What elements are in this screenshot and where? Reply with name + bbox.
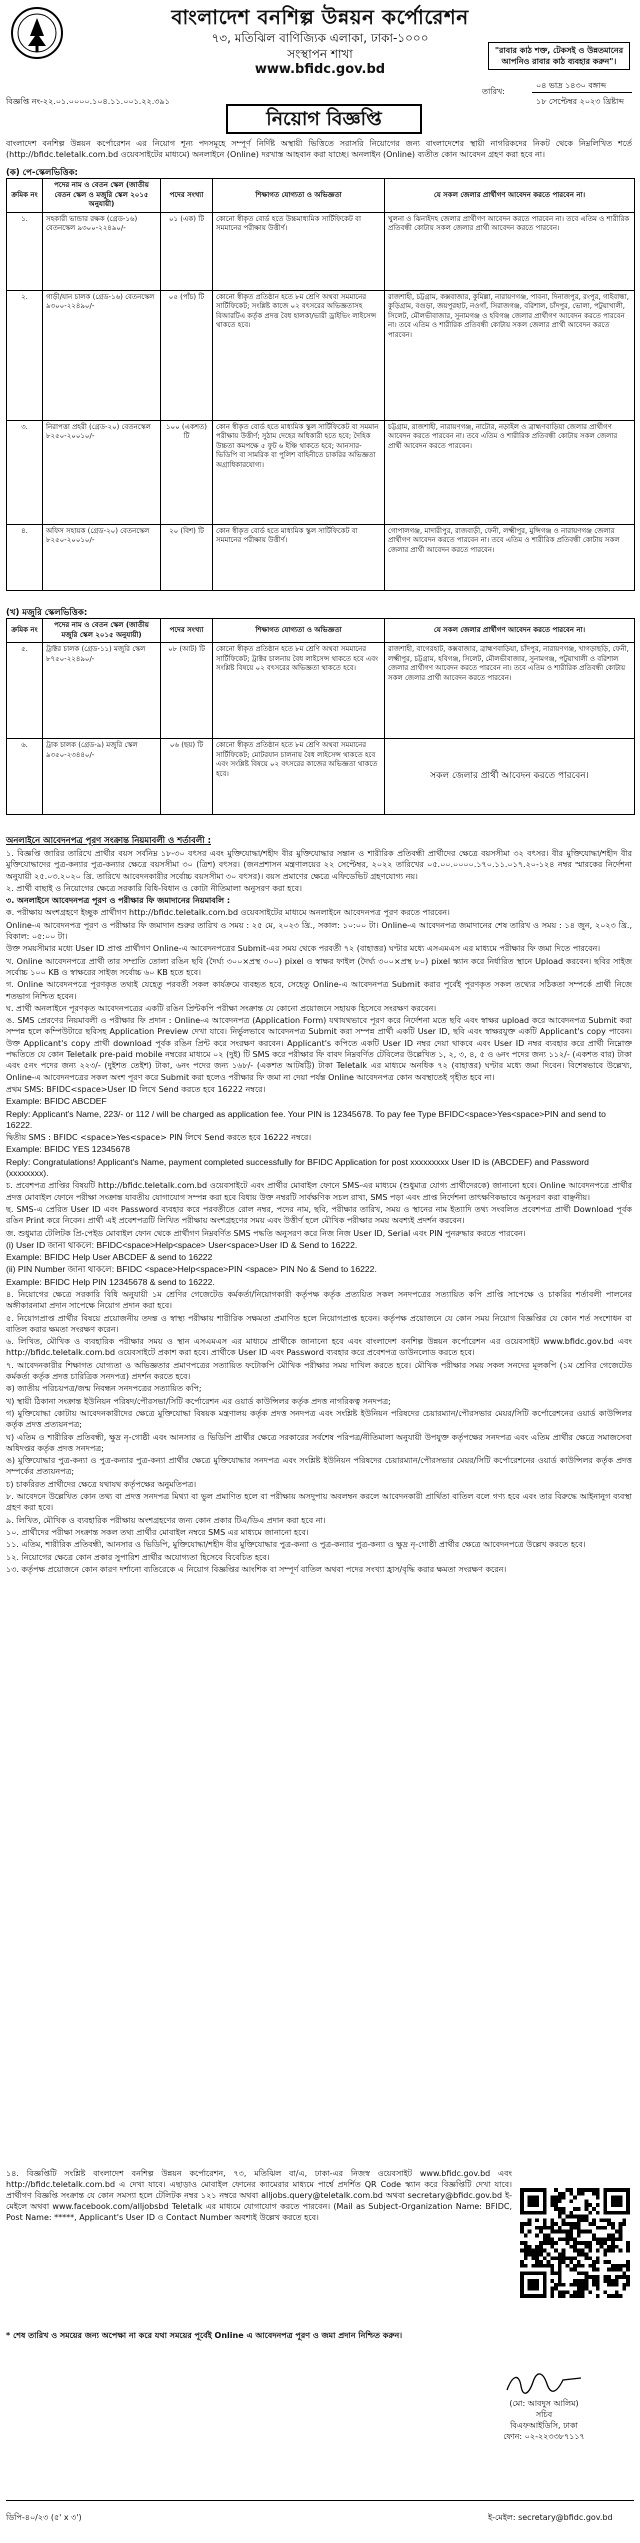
col-header: শিক্ষাগত যোগ্যতা ও অভিজ্ঞতা (213, 179, 385, 213)
rule-item: ঘ. প্রার্থী অনলাইনে পূরণকৃত আবেদনপত্রের একটি রঙিন প্রিন্টকপি পরীক্ষা সংক্রান্ত যে কোনো প্রয়োজনে সহায়ক হিসেবে সংরক্ষণ করবেন। (6, 1003, 437, 1013)
table-cell: চট্টগ্রাম, রাজশাহী, নারায়ণগঞ্জ, নাটোর, নড়াইল ও ব্রাহ্মণবাড়িয়া জেলার প্রার্থীগণ আবেদন করতে পারবেন না। তবে এতিম ও শারীরিক প্রতিবন্ধী কোটায় সকল জেলার প্রার্থী আবেদন করতে পারবেন। (385, 420, 635, 524)
rule-item: ছ. SMS-এ প্রেরিত User ID এবং Password ব্যবহার করে পরবর্তীতে রোল নম্বর, পদের নাম, ছবি, পরীক্ষার তারিখ, সময় ও স্থানের নাম ইত্যাদি তথ্য সংবলিত প্রবেশপত্র প্রার্থী Download পূর্বক রঙিন Print করে নিবেন। প্রার্থী এই প্রবেশপত্রটি লিখিত পরীক্ষায় অংশগ্রহণের সময় এবং উত্তীর্ণ হলে মৌখিক পরীক্ষার সময় অবশ্যই প্রদর্শন করবেন। (6, 1204, 632, 1226)
section-ka-title: (ক) পে-স্কেলভিত্তিক: (6, 168, 78, 178)
signatory-phone: ফোন: ০২-২২৩৩৮৭১১৭ (503, 2432, 585, 2441)
col-header: পদের সংখ্যা (161, 619, 213, 643)
col-header: পদের সংখ্যা (161, 179, 213, 213)
table-cell: কোন স্বীকৃত বোর্ড হতে মাধ্যমিক স্কুল সার্টিফিকেট বা সমমান পরীক্ষায় উত্তীর্ণ; সুঠাম দেহের অধিকারী হতে হবে; দৈহিক উচ্চতা কমপক্ষে ৫ ফুট ৬ ইঞ্চি থাকতে হবে; আনসার-ভিডিপি বা সামরিক বা পুলিশ বাহিনীতে চাকরির অভিজ্ঞতা অগ্রাধিকারযোগ্য। (213, 420, 385, 524)
date-gregorian: ১৮ সেপ্টেম্বর ২০২৩ খ্রিষ্টাব্দ (536, 97, 624, 106)
rule-item: ক) জাতীয় পরিচয়পত্র/জন্ম নিবন্ধন সনদপত্রের সত্যায়িত কপি; (6, 1384, 202, 1394)
signature-icon (499, 2368, 589, 2398)
rule-item: Example: BFIDC ABCDEF (6, 1096, 107, 1107)
rule-item: ১২. নিয়োগের ক্ষেত্রে কোন প্রকার সুপারিশ প্রার্থীর অযোগ্যতা হিসেবে বিবেচিত হবে। (6, 1552, 270, 1562)
memo-number: বিজ্ঞপ্তি নং-২২.০১.০০০০.১০৪.১১.০০১.২২.৩৯১ (6, 97, 170, 106)
rule-item: Example: BFIDC Help PIN 12345678 & send to 16222. (6, 1276, 215, 1287)
rules-heading: অনলাইনে আবেদনপত্র পূরণ সংক্রান্ত নিয়মাবলী ও শর্তাবলী : (6, 836, 211, 846)
qr-code-icon (520, 2188, 630, 2298)
rule-item: (ii) PIN Number জানা থাকলে: BFIDC <space>Help<space>PIN <space> PIN No & Send to 16222. (6, 1264, 377, 1275)
rule-item: ঘ) এতিম ও শারীরিক প্রতিবন্ধী, ক্ষুদ্র নৃ-গোষ্ঠী এবং আনসার ও ভিডিপি প্রার্থীর ক্ষেত্রে সরকারের সর্বশেষ পরিপত্র/নীতিমালা অনুযায়ী উপযুক্ত কর্তৃপক্ষের সনদপত্র এবং এতিম প্রার্থীর ক্ষেত্রে সমাজসেবা অধিদপ্তর কর্তৃক প্রদত্ত সনদপত্র; (6, 1432, 632, 1453)
table-cell: সহকারী ভান্ডার রক্ষক (গ্রেড-১৬) বেতনস্কেল ৯৩০০-২২৪৯০/- (43, 212, 161, 290)
table-cell: কোনো স্বীকৃত প্রতিষ্ঠান হতে ৮ম শ্রেণি অথবা সমমানের সার্টিফিকেট; মোটরযান চালনায় বৈধ লাইসেন্স থাকতে হবে এবং সংশ্লিষ্ট বিষয়ে ০২ বৎসরের কাজের অভিজ্ঞতা থাকতে হবে। (213, 739, 385, 815)
table-cell: অফিস সহায়ক (গ্রেড-২০) বেতনস্কেল ৮২৫০-২০০১০/- (43, 524, 161, 590)
rule-item: Reply: Applicant's Name, 223/- or 112 / will be charged as application fee. Your PIN is 12345678. To pay fee Type BFIDC<space>Yes<space>PIN and send to 16222. (6, 1108, 606, 1130)
rule-item: জ. শুধুমাত্র টেলিটক প্রি-পেইড মোবাইল ফোন থেকে প্রার্থীগণ নিম্নবর্ণিত SMS পদ্ধতি অনুসরণ করে নিজ নিজ User ID, Serial এবং PIN পুনরুদ্ধার করতে পারবেন। (6, 1228, 526, 1238)
rule-item: Example: BFIDC YES 12345678 (6, 1144, 131, 1155)
rule-item: খ. Online আবেদনপত্রে প্রার্থী তার সম্প্রতি তোলা রঙিন ছবি (দৈর্ঘ্য ৩০০×প্রস্থ ৩০০) pixel ও স্বাক্ষর ফাইল (দৈর্ঘ্য ৩০০×প্রস্থ ৮০) pixel স্ক্যান করে নির্ধারিত স্থানে Upload করবেন। ছবির সাইজ সর্বোচ্চ ১০০ KB ও স্বাক্ষরের সাইজ সর্বোচ্চ ৬০ KB হতে হবে। (6, 956, 632, 977)
table-row (7, 739, 635, 815)
signatory-org: বিএফআইডিসি, ঢাকা (510, 2421, 578, 2430)
table-cell: ০৮ (আট) টি (161, 643, 213, 739)
org-address: ৭৩, মতিঝিল বাণিজ্যিক এলাকা, ঢাকা-১০০০ (211, 31, 429, 45)
col-header: পদের নাম ও বেতন স্কেল (জাতীয় মজুরি স্কেল ২০১৫ অনুযায়ী) (43, 619, 161, 643)
rule-item: খ) স্থায়ী ঠিকানা সংক্রান্ত ইউনিয়ন পরিষদ/পৌরসভা/সিটি কর্পোরেশন এর ওয়ার্ড কাউন্সিলর কর্তৃক প্রদত্ত নাগরিকত্ব সনদপত্র; (6, 1396, 391, 1406)
rule-item: ৬. লিখিত, মৌখিক ও ব্যবহারিক পরীক্ষার সময় ও স্থান এসএমএস এর মাধ্যমে প্রার্থীকে জানানো হবে এবং বাংলাদেশ বনশিল্প উন্নয়ন কর্পোরেশন এর ওয়েবসাইট www.bfidc.gov.bd এবং http://bfidc.teletalk.com.bd ওয়েবসাইটে প্রকাশ করা হবে। প্রার্থীকে User ID এবং Password ব্যবহার করে প্রবেশপত্র ডাউনলোড করতে হবে। (6, 1337, 632, 1358)
table-cell: ১০০ (একশত) টি (161, 420, 213, 524)
table-cell: নিরাপত্তা প্রহরী (গ্রেড-২০) বেতনস্কেল ৮২৫০-২০০১০/- (43, 420, 161, 524)
rules-list (6, 848, 632, 1576)
footer-print-code: ডিপি-৪০/২৩ (৫' x ৩') (6, 2513, 82, 2522)
rule-item: ৪. নিয়োগের ক্ষেত্রে সরকারি বিধি অনুযায়ী ১ম শ্রেণির গেজেটেড কর্মকর্তা/নিয়োগকারী কর্তৃপক্ষ কর্তৃক প্রত্যয়িত সকল সনদপত্রের সত্যায়িত কপি প্রাপ্তি সাপেক্ষে ও চাকরির শর্তাবলী পালনের অঙ্গীকারনামা প্রদান সাপেক্ষে নিয়োগ প্রদান করা হবে। (6, 1289, 632, 1311)
rule-item: ৮. আবেদনে উল্লেখিত কোন তথ্য বা প্রদত্ত সনদপত্র মিথ্যা বা ভুল প্রমাণিত হলে বা পরীক্ষায় অসদুপায় অবলম্বন করলে আবেদনকারী প্রার্থিতা বাতিল বলে গণ্য হবে এবং তার বিরুদ্ধে আইনানুগ ব্যবস্থা গ্রহণ করা হবে। (6, 1492, 632, 1513)
col-header: ক্রমিক নং (7, 619, 43, 643)
table-cell: ৬. (7, 739, 43, 815)
table-row (7, 420, 635, 524)
table-row (7, 643, 635, 739)
rule-item: দ্বিতীয় SMS : BFIDC <space>Yes<space> PIN লিখে Send করতে হবে 16222 নম্বরে। (6, 1133, 312, 1143)
rule-item: ১৩. কর্তৃপক্ষ প্রয়োজনে কোন কারণ দর্শানো ব্যতিরেকে এ নিয়োগ বিজ্ঞপ্তির আংশিক বা সম্পূর্ণ বাতিল অথবা পদের সংখ্যা হ্রাস/বৃদ্ধি করার ক্ষমতা সংরক্ষণ করেন। (6, 1564, 507, 1574)
col-header: যে সকল জেলার প্রার্থীগণ আবেদন করতে পারবেন না। (385, 619, 635, 643)
rule-item: ১০. প্রার্থীদের পরীক্ষা সংক্রান্ত সকল তথ্য প্রার্থীর মোবাইল নম্বরে SMS এর মাধ্যমে জানানো হবে। (6, 1527, 309, 1537)
signatory-name: (মো: আবদুস আলিম) (509, 2399, 579, 2408)
rule-item: Online-এ আবেদনপত্র পূরণ ও পরীক্ষার ফি জমাদান শুরুর তারিখ ও সময় : ২৫ মে, ২০২৩ খ্রি., সকাল: ১০:০০ টা। Online-এ আবেদনপত্র জমাদানের শেষ তারিখ ও সময় : ১৪ জুন, ২০২৩ খ্রি., বিকাল: ০৫:০০ টা। (6, 920, 632, 942)
table-row (7, 212, 635, 290)
table-cell: গোপালগঞ্জ, মাদারীপুর, রাজবাড়ী, ফেনী, লক্ষ্মীপুর, মুন্সিগঞ্জ ও নারায়ণগঞ্জ জেলার প্রার্থীগণ আবেদন করতে পারবেন না। তবে এতিম ও শারীরিক প্রতিবন্ধী কোটায় সকল জেলার প্রার্থী আবেদন করতে পারবেন। (385, 524, 635, 590)
notice-title: নিয়োগ বিজ্ঞপ্তি (226, 104, 422, 134)
table-cell: কোনো স্বীকৃত বোর্ড হতে উচ্চমাধ্যমিক সার্টিফিকেট বা সমমানের পরীক্ষায় উত্তীর্ণ। (213, 212, 385, 290)
rule-item: গ. Online আবেদনপত্রে পূরণকৃত তথ্যই যেহেতু পরবর্তী সকল কার্যক্রমে ব্যবহৃত হবে, সেহেতু Online-এ আবেদনপত্র Submit করার পূর্বেই পূরণকৃত সকল তথ্যের সঠিকতা সম্পর্কে প্রার্থী নিজে শতভাগ নিশ্চিত হবেন। (6, 980, 632, 1001)
table-cell: ৪. (7, 524, 43, 590)
rule-item: Example: BFIDC Help User ABCDEF & send to 16222 (6, 1252, 213, 1263)
table-cell: ১. (7, 212, 43, 290)
rule-item: ঙ) মুক্তিযোদ্ধার পুত্র-কন্যা ও পুত্র-কন্যার পুত্র-কন্যা প্রার্থীর ক্ষেত্রে মুক্তিযোদ্ধার সনদপত্র এবং সংশ্লিষ্ট ইউনিয়ন পরিষদের চেয়ারম্যান/পৌরসভার মেয়র/সিটি কর্পোরেশনের ওয়ার্ড কাউন্সিলর কর্তৃক প্রদত্ত সম্পর্কের প্রত্যয়নপত্র; (6, 1456, 632, 1477)
table-cell: ০৬ (ছয়) টি (161, 739, 213, 815)
table-cell: কোনো স্বীকৃত প্রতিষ্ঠান হতে ৮ম শ্রেণি অথবা সমমানের সার্টিফিকেট; ট্রাক্টর চালনায় বৈধ লাইসেন্স থাকতে হবে এবং সংশ্লিষ্ট বিষয়ে ০২ বৎসরের অভিজ্ঞতা থাকতে হবে। (213, 643, 385, 739)
table-cell: ৩. (7, 420, 43, 524)
section-kha-title: (খ) মজুরি স্কেলভিত্তিক: (6, 608, 88, 618)
rule-item: চ. প্রবেশপত্র প্রাপ্তির বিষয়টি http://bfidc.teletalk.com.bd ওয়েবসাইটে এবং প্রার্থীর মোবাইল ফোনে SMS-এর মাধ্যমে (শুধুমাত্র যোগ্য প্রার্থীদেরকে) জানানো হবে। Online আবেদনপত্রে প্রার্থীর প্রদত্ত মোবাইল ফোনে পরীক্ষা সংক্রান্ত যাবতীয় যোগাযোগ সম্পন্ন করা হবে বিধায় উক্ত নম্বরটি সার্বক্ষণিক সচল রাখা, SMS পড়া এবং প্রাপ্ত নির্দেশনা তাৎক্ষণিকভাবে অনুসরণ করা বাঞ্ছনীয়। (6, 1181, 632, 1202)
table-cell: ২০ (বিশ) টি (161, 524, 213, 590)
table-cell: রাজশাহী, চট্টগ্রাম, কক্সবাজার, কুমিল্লা, নারায়ণগঞ্জ, পাবনা, দিনাজপুর, রংপুর, গাইবান্ধা, কুড়িগ্রাম, বগুড়া, জয়পুরহাট, নওগাঁ, সিরাজগঞ্জ, বরিশাল, চাঁদপুর, ভোলা, পটুয়াখালী, সিলেট, মৌলভীবাজার, সুনামগঞ্জ ও হবিগঞ্জ জেলার প্রার্থীগণ আবেদন করতে পারবেন না। তবে এতিম ও শারীরিক প্রতিবন্ধী কোটায় সকল জেলার প্রার্থী আবেদন করতে পারবেন। (385, 290, 635, 420)
rule-item: ঙ. SMS প্রেরণের নিয়মাবলী ও পরীক্ষার ফি প্রদান : Online-এ আবেদনপত্র (Application Form) যথাযথভাবে পূরণ করে নির্দেশনা মতে ছবি এবং স্বাক্ষর upload করে আবেদনপত্র Submit করা সম্পন্ন হলে কম্পিউটারে ছবিসহ Application Preview দেখা যাবে। নির্ভুলভাবে আবেদনপত্র Submit করা সম্পন্ন প্রার্থী একটি User ID, ছবি এবং স্বাক্ষরযুক্ত একটি Applicant's copy পাবেন। উক্ত Applicant's copy প্রার্থী download পূর্বক রঙিন প্রিন্ট করে সংরক্ষণ করবেন। Applicant's কপিতে একটি User ID নম্বর দেয়া থাকবে এবং User ID নম্বর ব্যবহার করে প্রার্থী নিম্নোক্ত পদ্ধতিতে যে কোন Teletalk pre-paid mobile নম্বরের মাধ্যমে ০২ (দুই) টি SMS করে পরীক্ষার ফি বাবদ নিম্নবর্ণিত টেবিলের উল্লেখিত ১, ২, ৩, ৪, ৫ ও ৬নং পদের জন্য ১১২/- (একশত বার) টাকা এবং ৫নং পদের জন্য ২২৩/- (দুইশত তেইশ) টাকা, ৬নং পদের জন্য ১৬৮/- (একশত আটষট্টি) টাকা Teletalk এর মাধ্যমে অনধিক ৭২ (বাহাত্তর) ঘণ্টার মধ্যে জমা দিবেন। বিশেষভাবে উল্লেখ্য, Online-এ আবেদনপত্রের সকল অংশ পূরণ করে Submit করা হলেও পরীক্ষার ফি জমা না দেয়া পর্যন্ত Online আবেদনপত্র কোন অবস্থাতেই গৃহীত হবে না। (6, 1016, 632, 1082)
date-bengali: ০৪ ভাদ্র ১৪৩০ বঙ্গাব্দ (536, 81, 607, 90)
rule-item: ১১. এতিম, শারীরিক প্রতিবন্ধী, আনসার ও ভিডিপি, মুক্তিযোদ্ধা/শহীদ বীর মুক্তিযোদ্ধার পুত্র-কন্যা ও পুত্র-কন্যার পুত্র-কন্যা ও ক্ষুদ্র নৃ-গোষ্ঠী প্রার্থীর ক্ষেত্রে আবেদনপত্রে উল্লেখ করতে হবে। (6, 1540, 586, 1550)
footer-email: ই-মেইল: secretary@bfidc.gov.bd (488, 2513, 613, 2522)
signatory-title: সচিব (535, 2410, 553, 2419)
rule-item-contact: ১৪. বিজ্ঞপ্তিটি সংশ্লিষ্ট বাংলাদেশ বনশিল্প উন্নয়ন কর্পোরেশন, ৭৩, মতিঝিল বা/এ, ঢাকা-এর নিজস্ব ওয়েবসাইট www.bfidc.gov.bd এবং http://bfidc.teletalk.com.bd এ দেখা যাবে। এছাড়াও মোবাইল ফোনের ক্যামেরার মাধ্যমে পার্শ্বে প্রদর্শিত QR Code স্ক্যান করে বিজ্ঞপ্তিটি দেখা যাবে। প্রার্থীগণ বিজ্ঞপ্তি সংক্রান্ত যে কোন সমস্যা হলে টেলিটক নম্বর ১২১ নম্বরে অথবা alljobs.query@teletalk.com.bd অথবা secretary@bfidc.gov.bd ই-মেইলে অথবা www.facebook.com/alljobsbd Teletalk এর মাধ্যমে যোগাযোগ করতে পারবেন। (Mail as Subject-Organization Name: BFIDC, Post Name: *****, Applicant's User ID ও Contact Number অবশ্যই উল্লেখ করতে হবে। (6, 2169, 512, 2222)
rule-item: ২. প্রার্থী বাছাই ও নিয়োগের ক্ষেত্রে সরকারি বিধি-বিধান ও কোটা নীতিমালা অনুসরণ করা হবে। (6, 883, 302, 893)
rule-item: ৫. নিয়োগপ্রাপ্ত প্রার্থীর বিষয়ে প্রয়োজনীয় তদন্ত ও স্বাস্থ্য পরীক্ষায় শারীরিক সক্ষমতা প্রমাণিত হলে নিয়োগপ্রাপ্ত হবেন। কর্তৃপক্ষ প্রয়োজনে যে কোন সময় নিয়োগ বিজ্ঞপ্তির যে কোন শর্ত সংশোধন বা বাতিল করার ক্ষমতা সংরক্ষণ করেন। (6, 1313, 632, 1334)
bfidc-logo-icon (10, 6, 64, 60)
table-cell: খুলনা ও ঝিনাইদহ জেলার প্রার্থীগণ আবেদন করতে পারবেন না। তবে এতিম ও শারীরিক প্রতিবন্ধী কোটায় সকল জেলার প্রার্থী আবেদন করতে পারবেন। (385, 212, 635, 290)
rule-item: (i) User ID জানা থাকলে: BFIDC<space>Help<space> User<space>User ID & Send to 16222. (6, 1239, 358, 1250)
rule-item: ৩. অনলাইনে আবেদনপত্র পূরণ ও পরীক্ষার ফি জমাদানের নিয়মাবলি : (6, 896, 231, 906)
table-row (7, 524, 635, 590)
slogan-box: "রাবার কাঠ শক্ত, টেকসই ও উন্নতমানের আপনিও রাবার কাঠ ব্যবহার করুন"। (488, 42, 630, 70)
rule-item: ৯. লিখিত, মৌখিক ও ব্যবহারিক পরীক্ষায় অংশগ্রহণের জন্য কোন প্রকার টিএ/ডিএ প্রদান করা হবে না। (6, 1515, 326, 1525)
table-cell: কোনো স্বীকৃত প্রতিষ্ঠান হতে ৮ম শ্রেণি অথবা সমমানের সার্টিফিকেট; সংশ্লিষ্ট কাজে ০২ বৎসরের অভিজ্ঞতাসহ বিআরটিএ কর্তৃক প্রদত্ত বৈধ হালকা/ভারী ড্রাইভিং লাইসেন্স থাকতে হবে। (213, 290, 385, 420)
rule-item: প্রথম SMS: BFIDC<space>User ID লিখে Send করতে হবে 16222 নম্বরে। (6, 1084, 266, 1094)
rule-item: ১. বিজ্ঞপ্তি জারির তারিখে প্রার্থীর বয়স সর্বনিম্ন ১৮-৩০ বৎসর এবং মুক্তিযোদ্ধা/শহীদ বীর মুক্তিযোদ্ধার সন্তান ও শারীরিক প্রতিবন্ধী প্রার্থীদের ক্ষেত্রে বয়সসীমা ৩২ বৎসর। বীর মুক্তিযোদ্ধা/শহীদ বীর মুক্তিযোদ্ধাদের পুত্র-কন্যার পুত্র-কন্যার ক্ষেত্রে বয়সসীমা ৩০ (ত্রিশ) বৎসর। (জনপ্রশাসন মন্ত্রণালয়ের ২২ সেপ্টেম্বর, ২০২২ তারিখের ০৫.০০.০০০০.১৭০.১১.০১৭.২০-১২৪ নম্বর স্মারকের নির্দেশনা অনুযায়ী ২৫.০৩.২০২০ খ্রি. তারিখে আবেদনকারীর সর্বোচ্চ বয়সসীমা ৩০ বৎসর)। বয়স প্রমাণের ক্ষেত্রে এফিডেভিট গ্রহণযোগ্য নয়। (6, 849, 632, 881)
col-header: যে সকল জেলার প্রার্থীগণ আবেদন করতে পারবেন না। (385, 179, 635, 213)
footnote: * শেষ তারিখ ও সময়ের জন্য অপেক্ষা না করে যথা সময়ের পূর্বেই Online এ আবেদনপত্র পূরণ ও জমা প্রদান নিশ্চিত করুন। (6, 2331, 403, 2340)
table-cell: ২. (7, 290, 43, 420)
rule-item: ৭. আবেদনকারীর শিক্ষাগত যোগ্যতা ও অভিজ্ঞতার প্রমাণপত্রের সত্যায়িত ফটোকপি মৌখিক পরীক্ষার সময় দাখিল করতে হবে। মৌখিক পরীক্ষার সময় সকল সনদের মূলকপি (১ম শ্রেণির গেজেটেড কর্মকর্তা কর্তৃক প্রদত্ত চারিত্রিক সনদপত্র) প্রদর্শন করতে হবে। (6, 1360, 632, 1382)
table-cell: ট্রাক্টর চালক (গ্রেড-১১) মজুরি স্কেল ৮৭৫০-২২৪৯০/- (43, 643, 161, 739)
rule-item: উক্ত সময়সীমার মধ্যে User ID প্রাপ্ত প্রার্থীগণ Online-এ আবেদনপত্রের Submit-এর সময় থেকে পরবর্তী ৭২ (বাহাত্তর) ঘণ্টার মধ্যে এসএমএস এর মাধ্যমে পরীক্ষার ফি জমা দিতে পারবেন। (6, 944, 601, 954)
col-header: পদের নাম ও বেতন স্কেল (জাতীয় বেতন স্কেল ও মজুরি স্কেল ২০১৫ অনুযায়ী) (43, 179, 161, 213)
table-cell: কোন স্বীকৃত বোর্ড হতে মাধ্যমিক স্কুল সার্টিফিকেট বা সমমানের পরীক্ষায় উত্তীর্ণ। (213, 524, 385, 590)
posts-table-wagescale (6, 618, 635, 815)
table-cell: রাজশাহী, বাগেরহাট, কক্সবাজার, ব্রাহ্মণবাড়িয়া, চাঁদপুর, নারায়ণগঞ্জ, খাগড়াছড়ি, ফেনী, লক্ষ্মীপুর, চট্টগ্রাম, হবিগঞ্জ, সিলেট, মৌলভীবাজার, সুনামগঞ্জ, পটুয়াখালী ও বরিশাল জেলার প্রার্থীগণ আবেদন করতে পারবেন না। তবে এতিম ও শারীরিক প্রতিবন্ধী কোটায় সকল জেলার প্রার্থী আবেদন করতে পারবেন। (385, 643, 635, 739)
table-row (7, 290, 635, 420)
org-name: বাংলাদেশ বনশিল্প উন্নয়ন কর্পোরেশন (171, 5, 469, 29)
footer-divider (6, 2500, 634, 2501)
intro-paragraph: বাংলাদেশ বনশিল্প উন্নয়ন কর্পোরেশন এর নিয়োগ শূন্য পদসমূহে সম্পূর্ণ নির্দিষ্ট অস্থায়ী ভিত্তিতে সরাসরি নিয়োগের জন্য বাংলাদেশের স্থায়ী নাগরিকদের নিকট থেকে নিম্নলিখিত শর্তে (http://bfidc.teletalk.com.bd ওয়েবসাইটের মাধ্যমে) অনলাইনে (Online) দরখাস্ত আহবান করা যাচ্ছে। অনলাইন (Online) ব্যতীত কোন আবেদন গ্রহণ করা হবে না। (6, 139, 632, 159)
rule-item: গ) মুক্তিযোদ্ধা কোটায় আবেদনকারীদের ক্ষেত্রে মুক্তিযোদ্ধা বিষয়ক মন্ত্রণালয় কর্তৃক প্রদত্ত সনদপত্র এবং সংশ্লিষ্ট ইউনিয়ন পরিষদের চেয়ারম্যান/পৌরসভার মেয়র/সিটি কর্পোরেশনের ওয়ার্ড কাউন্সিলর কর্তৃক প্রদত্ত প্রত্যয়নপত্র; (6, 1408, 632, 1430)
table-header-row (7, 179, 635, 213)
table-cell: ট্রাক চালক (গ্রেড-৯) মজুরি স্কেল ৯৩৫০-২৩৪৪০/- (43, 739, 161, 815)
posts-table-payscale (6, 178, 635, 591)
date-divider (532, 92, 632, 93)
rule-item: ক. পরীক্ষায় অংশগ্রহণে ইচ্ছুক প্রার্থীগণ http://bfidc.teletalk.com.bd ওয়েবসাইটের মাধ্যমে অনলাইনে আবেদনপত্র পূরণ করতে পারবেন। (6, 908, 450, 918)
rule-item: Reply: Congratulations! Applicant's Name, payment completed successfully for BFIDC Application for post xxxxxxxxx User ID is (ABCDEF) and Password (xxxxxxxx). (6, 1156, 589, 1179)
org-website: www.bfidc.gov.bd (254, 62, 386, 77)
col-header: শিক্ষাগত যোগ্যতা ও অভিজ্ঞতা (213, 619, 385, 643)
table-cell: গাড়ী/যান চালক (গ্রেড-১৬) বেতনস্কেল ৯৩০০-২২৪৯০/- (43, 290, 161, 420)
rule-item: চ) চাকরিরত প্রার্থীদের ক্ষেত্রে যথাযথ কর্তৃপক্ষের অনুমতিপত্র। (6, 1479, 197, 1489)
table-cell: ৫. (7, 643, 43, 739)
table-cell: সকল জেলার প্রার্থী আবেদন করতে পারবেন। (385, 739, 635, 815)
table-cell: ০৫ (পাঁচ) টি (161, 290, 213, 420)
table-cell: ০১ (এক) টি (161, 212, 213, 290)
date-label: তারিখ: (482, 87, 505, 96)
col-header: ক্রমিক নং (7, 179, 43, 213)
signature-block (456, 2368, 632, 2442)
org-branch: সংস্থাপন শাখা (287, 47, 353, 61)
letterhead (100, 4, 540, 78)
table-header-row (7, 619, 635, 643)
